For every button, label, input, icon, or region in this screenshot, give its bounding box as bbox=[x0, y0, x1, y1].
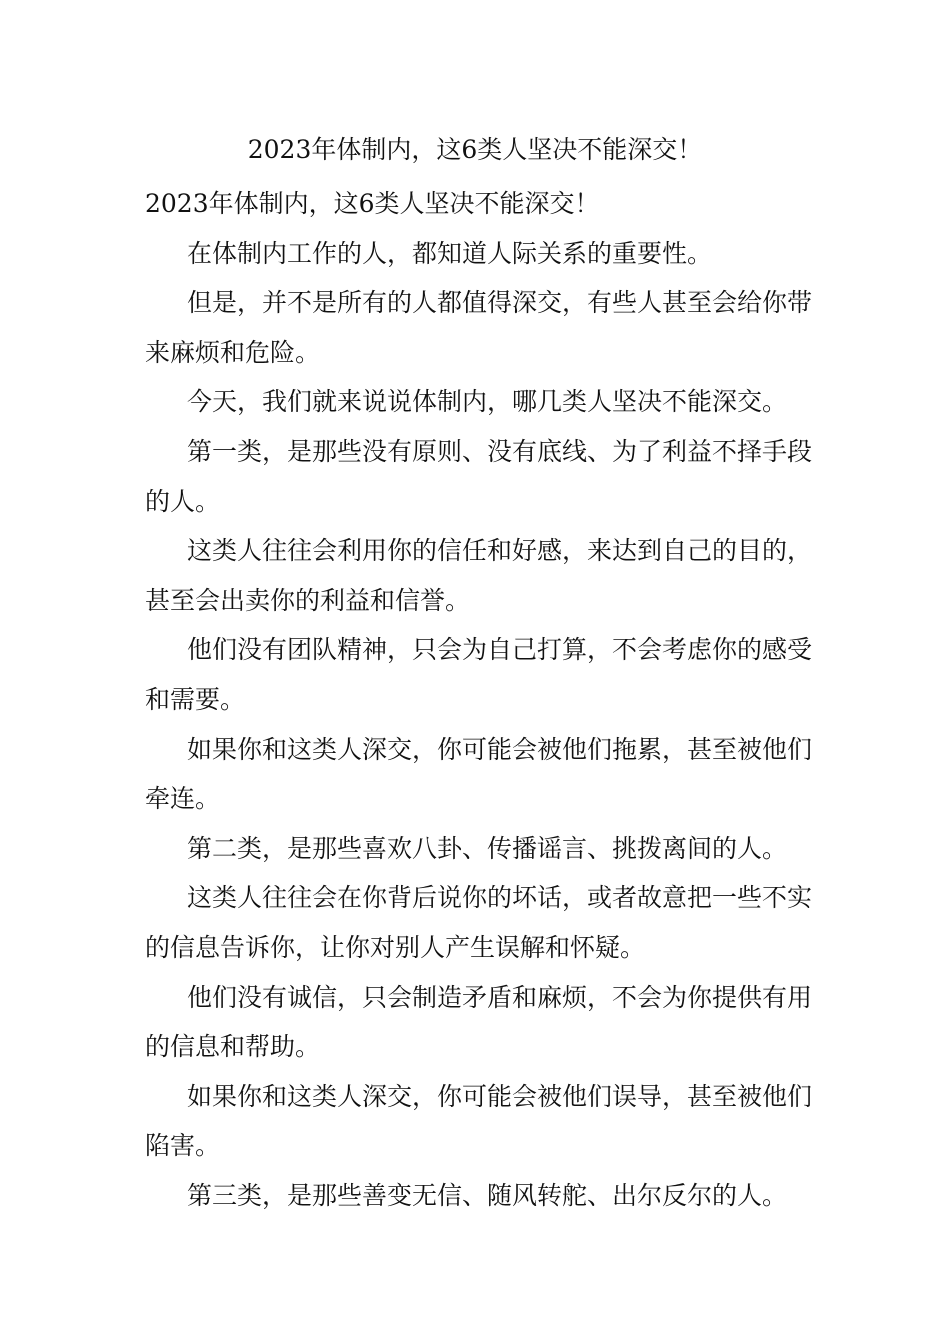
paragraph: 这类人往往会在你背后说你的坏话，或者故意把一些不实的信息告诉你，让你对别人产生误解和怀疑。 bbox=[145, 883, 813, 962]
paragraph: 他们没有诚信，只会制造矛盾和麻烦，不会为你提供有用的信息和帮助。 bbox=[145, 982, 813, 1062]
paragraph: 这类人往往会利用你的信任和好感，来达到自己的目的，甚至会出卖你的利益和信誉。 bbox=[145, 536, 813, 615]
paragraph: 如果你和这类人深交，你可能会被他们误导，甚至被他们陷害。 bbox=[145, 1081, 813, 1161]
paragraph: 第二类，是那些喜欢八卦、传播谣言、挑拨离间的人。 bbox=[187, 833, 788, 863]
paragraph: 今天，我们就来说说体制内，哪几类人坚决不能深交。 bbox=[187, 387, 788, 417]
document-title: 2023年体制内，这6类人坚决不能深交！ bbox=[247, 135, 703, 164]
paragraph-heading-repeat: 2023年体制内，这6类人坚决不能深交！ bbox=[145, 189, 600, 218]
paragraph: 但是，并不是所有的人都值得深交，有些人甚至会给你带来麻烦和危险。 bbox=[145, 288, 813, 367]
paragraph: 第三类，是那些善变无信、随风转舵、出尔反尔的人。 bbox=[187, 1180, 788, 1210]
paragraph: 如果你和这类人深交，你可能会被他们拖累，甚至被他们牵连。 bbox=[145, 734, 813, 814]
paragraph: 第一类，是那些没有原则、没有底线、为了利益不择手段的人。 bbox=[145, 436, 813, 516]
paragraph: 在体制内工作的人，都知道人际关系的重要性。 bbox=[187, 238, 713, 268]
document-body bbox=[145, 179, 815, 1220]
paragraph: 他们没有团队精神，只会为自己打算，不会考虑你的感受和需要。 bbox=[145, 635, 813, 714]
